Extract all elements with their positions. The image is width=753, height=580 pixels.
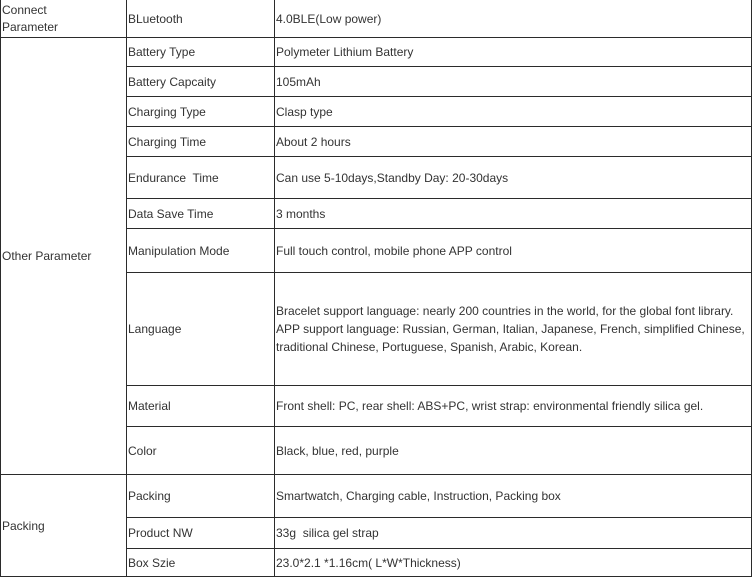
spec-value-battery-type: Polymeter Lithium Battery xyxy=(275,38,752,67)
group-connect-parameter: Connect Parameter xyxy=(1,0,127,38)
group-packing: Packing xyxy=(1,475,127,577)
spec-label-material: Material xyxy=(127,386,275,427)
spec-label-data-save-time: Data Save Time xyxy=(127,199,275,229)
spec-value-language xyxy=(275,273,752,386)
spec-value-data-save-time: 3 months xyxy=(275,199,752,229)
spec-label-box-size: Box Szie xyxy=(127,549,275,577)
spec-value-endurance-time: Can use 5-10days,Standby Day: 20-30days xyxy=(275,157,752,199)
spec-label-battery-type: Battery Type xyxy=(127,38,275,67)
spec-label-charging-time: Charging Time xyxy=(127,127,275,157)
table-row xyxy=(1,0,752,38)
spec-value-battery-capacity: 105mAh xyxy=(275,67,752,97)
spec-value-product-nw: 33g silica gel strap xyxy=(275,518,752,549)
table-row xyxy=(1,38,752,67)
spec-label-battery-capacity: Battery Capcaity xyxy=(127,67,275,97)
spec-label-packing: Packing xyxy=(127,475,275,518)
spec-value-color: Black, blue, red, purple xyxy=(275,427,752,475)
spec-label-manipulation-mode: Manipulation Mode xyxy=(127,229,275,273)
spec-label-charging-type: Charging Type xyxy=(127,97,275,127)
spec-value-bluetooth: 4.0BLE(Low power) xyxy=(275,0,752,38)
spec-label-endurance-time: Endurance Time xyxy=(127,157,275,199)
language-line-app: APP support language: Russian, German, Italian, Japanese, French, simplified Chinese, xyxy=(276,322,745,336)
spec-value-manipulation-mode: Full touch control, mobile phone APP control xyxy=(275,229,752,273)
group-other-parameter: Other Parameter xyxy=(1,38,127,475)
spec-value-material: Front shell: PC, rear shell: ABS+PC, wrist strap: environmental friendly silica gel. xyxy=(275,386,752,427)
spec-label-bluetooth: BLuetooth xyxy=(127,0,275,38)
spec-value-box-size: 23.0*2.1 *1.16cm( L*W*Thickness) xyxy=(275,549,752,577)
table-row xyxy=(1,475,752,518)
spec-value-charging-time: About 2 hours xyxy=(275,127,752,157)
spec-value-charging-type: Clasp type xyxy=(275,97,752,127)
spec-label-color: Color xyxy=(127,427,275,475)
spec-label-language: Language xyxy=(127,273,275,386)
spec-value-packing: Smartwatch, Charging cable, Instruction, Packing box xyxy=(275,475,752,518)
language-line-bracelet: Bracelet support language: nearly 200 countries in the world, for the global font library. xyxy=(276,304,734,318)
language-line-app-cont: traditional Chinese, Portuguese, Spanish, Arabic, Korean. xyxy=(276,340,583,354)
spec-label-product-nw: Product NW xyxy=(127,518,275,549)
